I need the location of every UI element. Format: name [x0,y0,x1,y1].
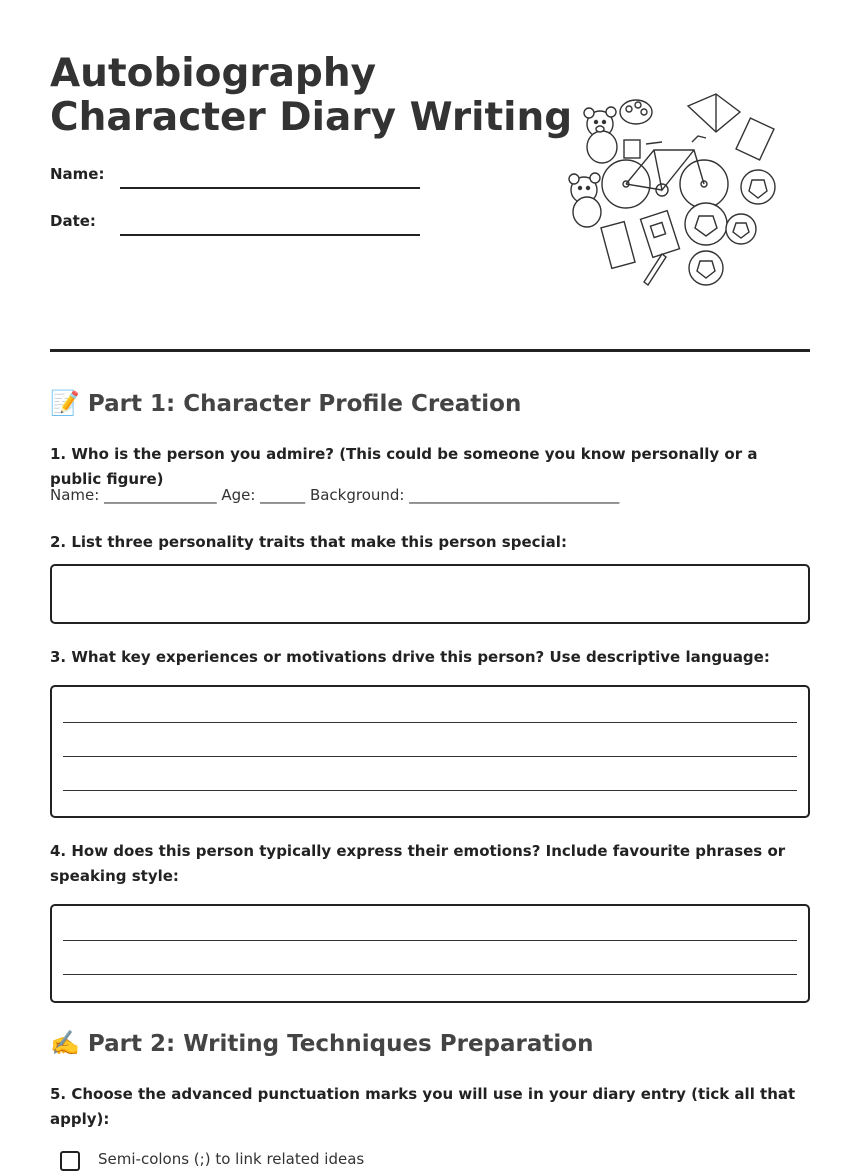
paint-palette-icon [620,100,652,124]
part1-heading-text: Part 1: Character Profile Creation [87,391,522,417]
teddy-bear-icon [584,107,617,163]
books-icon [688,94,774,160]
answer-line [63,974,797,975]
date-label: Date: [50,212,96,230]
calculator-icon [624,140,640,158]
question-5: 5. Choose the advanced punctuation marks you will use in your diary entry (tick all that apply): [50,1085,796,1128]
section-divider [50,349,810,352]
part2-heading [50,1028,593,1059]
answer-box-3[interactable] [50,685,810,818]
worksheet-title [50,52,572,140]
title-line-2: Character Diary Writing [50,95,573,140]
question-2: 2. List three personality traits that make this person special: [50,533,567,551]
date-input-line[interactable] [120,234,420,236]
bicycle-icon [602,136,728,208]
answer-line [63,756,797,757]
name-input-line[interactable] [120,187,420,189]
pencil-icon [644,254,666,285]
answer-line [63,722,797,723]
name-label: Name: [50,165,105,183]
answer-box-4[interactable] [50,904,810,1003]
part1-heading [50,388,521,419]
part2-heading-text: Part 2: Writing Techniques Preparation [87,1031,594,1057]
teddy-bear-icon [569,173,601,227]
title-line-1: Autobiography [50,51,377,96]
question-1: 1. Who is the person you admire? (This could be someone you know personally or a public figure) [50,445,758,488]
question-1-fields[interactable]: Name: _______________ Age: ______ Background: ____________________________ [50,486,620,504]
answer-line [63,790,797,791]
answer-box-2[interactable] [50,564,810,624]
writing-hand-icon: ✍️ [50,1029,80,1057]
answer-line [63,940,797,941]
childhood-items-illustration [566,92,778,288]
soccer-ball-icon [685,170,775,285]
question-4: 4. How does this person typically express their emotions? Include favourite phrases or speaking style: [50,842,786,885]
notebook-icon [601,211,680,269]
semicolon-option-label: Semi-colons (;) to link related ideas [98,1150,365,1168]
semicolon-checkbox[interactable] [60,1151,80,1171]
question-3: 3. What key experiences or motivations drive this person? Use descriptive language: [50,648,770,666]
memo-icon: 📝 [50,389,80,417]
